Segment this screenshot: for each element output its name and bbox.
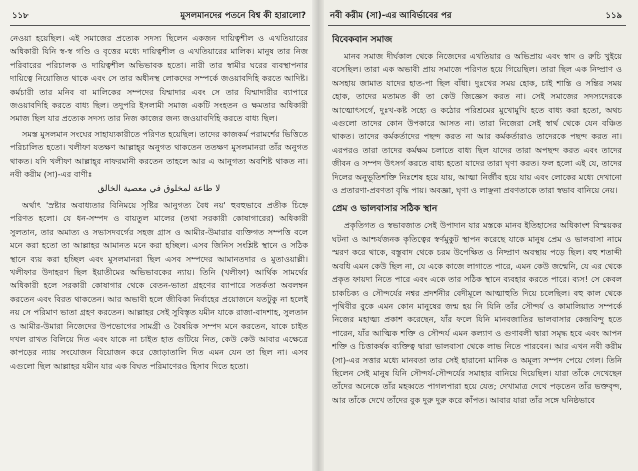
header-rule bbox=[328, 25, 626, 26]
paragraph: মানব সমাজ দীর্ঘকাল থেকে নিজেদের এখতিয়ার ও অভিপ্রায় এবং স্বাদ ও রুচি খুইয়ে বসেছিল। তারা এক অভাবী প্রায় সমাজে পরিণত হয়ে গিয়েছিল। তারা ছিল এক নিষ্প্রাণ ও অসহায় জামাত যাদের হাত-পা ছিল বাঁধা। দুঃখের সময় হোক, চাই শান্তি ও সন্তির সময় হোক, তাদের মতামত কী তা কেউ জিজ্ঞেস করত না। সেই সমাজের সদস্যদেরকে আত্মোৎসর্গে, দুঃখ-কষ্ট সহ্যে ও কঠোর পরিশ্রমের মুখোমুখি হতে বাধ্য করা হতো, অথচ এগুলো তাদের কোন উপকারে আসত না। তারা নিজেরা সেই স্বার্থ থেকে যেন বঞ্চিত থাকত। তাদের কর্মকর্তাদের পছন্দ করত না আর কর্মকর্তারাও তাদেরকে পছন্দ করত না। এরপরও তারা তাদের কর্মক্ষম চলাতে বাধ্য ছিল যাদের তারা অপছন্দ করত এবং তাদের জীবন ও সম্পদ উৎসর্গ করতে বাধ্য হতো যাদের তারা ঘৃণা করত। ফল হলো এই যে, তাদের দিলের অনুভূতিশক্তি নিঃশেষ হয়ে যায়, আত্মা নির্জীব হয়ে যায় এবং লোকের মধ্যে দেখানো ও প্রতারণা-প্রবণতা বৃদ্ধি পায়। অবজ্ঞা, ঘৃণা ও লাঞ্ছনা প্রবণতাকে তারা স্বভাব বানিয়ে নেয়। bbox=[332, 51, 622, 196]
arabic-quote: لا طاعة لمخلوق في معصية الخالق bbox=[97, 184, 221, 195]
section-heading: বিবেকবান সমাজ bbox=[332, 35, 393, 45]
running-title: নবী করীম (সা)-এর আবির্ভাবের পর bbox=[330, 11, 452, 21]
left-page-body bbox=[10, 32, 308, 461]
header-rule bbox=[10, 25, 310, 26]
paragraph: সমস্ত মুসলমান সংঘের সাহায্যকারীতে পরিণত হয়েছিল। তাদের কাজকর্ম পরামর্শের ভিত্তিতে পরিচালিত হতো। খলীফা যতক্ষণ আল্লাহ্‌র অনুগত থাকতেন ততক্ষণ মুসলমানরা তাঁর অনুগত থাকত। যদি খলীফা আল্লাহ্‌র নাফরমানী করতেন তাহলে আর এ আনুগত্য অবশিষ্ট থাকত না। নবী করীম (সা)-এর বাণীঃ bbox=[10, 128, 308, 180]
book-gutter bbox=[312, 0, 324, 471]
page-number: ১১৯ bbox=[605, 11, 622, 21]
right-page-body bbox=[332, 32, 622, 461]
left-page bbox=[0, 0, 318, 471]
paragraph: অর্থাৎ 'স্রষ্টার অবাধ্যতার বিনিময়ে সৃষ্টির আনুগত্য বৈধ নয়' হুবহুভাবে প্রতীক চিহ্নে পরিণত হলো। যে ধন-সম্পদ ও বায়তুল মালের (তথা সরকারী কোষাগারের) অধিকারী সুলতান, তার অমাত্য ও সভাসদবর্গের সহজ গ্রাস ও আমীর-উমারার ব্যক্তিগত সম্পত্তি বলে মনে করা হতো তা আল্লাহর আমানত মনে করা হচ্ছিল। এসব জিনিস সংশ্লিষ্ট স্থানে ও সঠিক স্থানে ব্যয় করা হচ্ছিল এবং মুসলমানরা ছিল এসব সম্পদের আমানতদার ও মুতাওয়াল্লী। খলীফার উদাহরণ ছিল ইয়াতীমের অভিভাবকের ন্যায়। তিনি (খলীফা) আর্থিক সামর্থের অধিকারী হলে সরকারী কোষাগার থেকে বেতন-ভাতা গ্রহণের ব্যাপারে সতর্কতা অবলম্বন করতেন এবং বিরত থাকতেন। আর অভাবী হলে জীবিকা নির্বাহের প্রয়োজনে যতটুকু না হলেই নয় সে পরিমাণ ভাতা গ্রহণ করতেন। আল্লাহর সেই সুবিস্তৃত যমীন যাকে রাজা-বাদশাহ, সুলতান ও আমীর-উমারা নিজেদের উপভোগের সামগ্রী ও বৈষয়িক সম্পদ মনে করতেন, যাকে চাইত দখল রাখত বিলিয়ে দিত এবং যাকে না চাইত হাত গুটিয়ে নিত, কেউ কেউ আবার এক্ষেত্রে কাপড়ের ন্যায় সংযোজন বিয়োজন করে জোড়াতালি দিত এমন যেন তা ছিল না। এসব এগুলো ছিল আল্লাহর যমীন যার এক বিঘত পরিমাণেরও হিসাব দিতে হতো। bbox=[10, 199, 308, 371]
running-title: মুসলমানদের পতনে বিশ্ব কী হারালো? bbox=[180, 11, 306, 21]
page-number: ১১৮ bbox=[12, 11, 29, 21]
section-heading: প্রেম ও ভালবাসার সঠিক স্থান bbox=[332, 204, 438, 215]
right-page bbox=[318, 0, 638, 471]
paragraph: নেওয়া হয়েছিল। এই সমাজের প্রত্যেক সদস্য ছিলেন একজন দায়িত্বশীল ও এখতিয়ারের অধিকারী যিনি স্ব-স্ব গণ্ডি ও বৃত্তের মধ্যে দায়িত্বশীল ও এখতিয়ারের মালিক। মানুষ তার নিজ পরিবারের পরিচালক ও দায়িত্বশীল অভিভাবক হতো। নারী তার স্বামীর ঘরের ব্যবস্থাপনার দায়িত্বে নিয়োজিত থাকে এবং সে তার অধীনস্থ লোকদের সম্পর্কে জওয়াবদিহি করতে আদিষ্ট। কর্মচারী তার মনিব বা মালিকের সম্পদের যিম্মাদার এবং সে তার যিম্মাদারীর ব্যাপারে জওয়াবদিহি করতে বাধ্য ছিল। তদুপরি ইসলামী সমাজ একটি সংহতন ও ক্ষমতার অধিকারী সমাজ ছিল যার প্রত্যেক সদস্য তার নিজ কাজের জন্য জওয়াবদিহি করতে বাধ্য ছিল। bbox=[10, 33, 308, 124]
paragraph: প্রকৃতিগত ও স্বভাবজাত সেই উপাদান যার মস্তকে মানব ইতিহাসের অধিকাংশ বিস্ময়কর ঘটনা ও আশ্চর্যজনক কৃতিত্বের স্বর্ণমুকুট স্থাপন করেছে যাকে মানুষ প্রেম ও ভালবাসা নামে স্মরণ করে থাকে, বস্তুবাদ থেকে চরম উপেক্ষিত ও নিষ্প্রাণ অবস্থায় পড়ে ছিল। বহু শতাব্দী অবধি এমন কেউ ছিল না, যে একে কাজে লাগাতে পারে, এমন কেউ জন্মেনি, যে এর থেকে প্রকৃত ফায়দা নিতে পারে এবং একে তার সঠিক স্থানে ব্যবহার করতে পারে। ব্যস! সে কেবল চাকচিক্য ও সৌন্দর্যের নশ্বর প্রদর্শনীর বেদীমূলে আত্মাহুতি দিয়ে চলেছিল। বহু কাল থেকে পৃথিবীর বুকে এমন কোন মানুষের জন্ম হয় নি যিনি তাঁর সৌন্দর্য ও কামালিয়াত সম্পর্কে নিজের মহাত্ম্য প্রকাশ করেছেন, যাঁর ফলে যিনি মানবজাতির ভালবাসার কেন্দ্রবিন্দু হতে পারেন, যাঁর আত্মিক শক্তি ও সৌন্দর্য এমন কল্যাণ ও গুণাবলী দ্বারা সমৃদ্ধ হবে এবং আপন শক্তি ও চিত্তাকর্ষক ব্যক্তিত্ব দ্বারা ভালবাসা থেকে লাভ নিতে পারবেন। আর এখন নবী করীম (সা)-এর সত্তার মধ্যে মানবতা তার সেই হারানো মানিক ও অমূল্য সম্পদ পেয়ে গেল। তিনি ছিলেন সেই মানুষ যিনি সৌন্দর্য-সৌন্দর্যের সমাহার বানিয়ে দিয়েছিল। যারা তাঁকে দেখেছেন তাঁদের অনেকে তাঁর মহব্বতে পাগলপারা হয়ে যেত; দেখামাত্র দেখে পড়তেন তাঁর ভক্তবৃন্দ, আর তাঁকে দেখে তাঁদের বুক দুরু দুরু করে কাঁপত। আবার যারা তাঁর সঙ্গে ঘনিষ্ঠভাবে bbox=[332, 220, 622, 405]
